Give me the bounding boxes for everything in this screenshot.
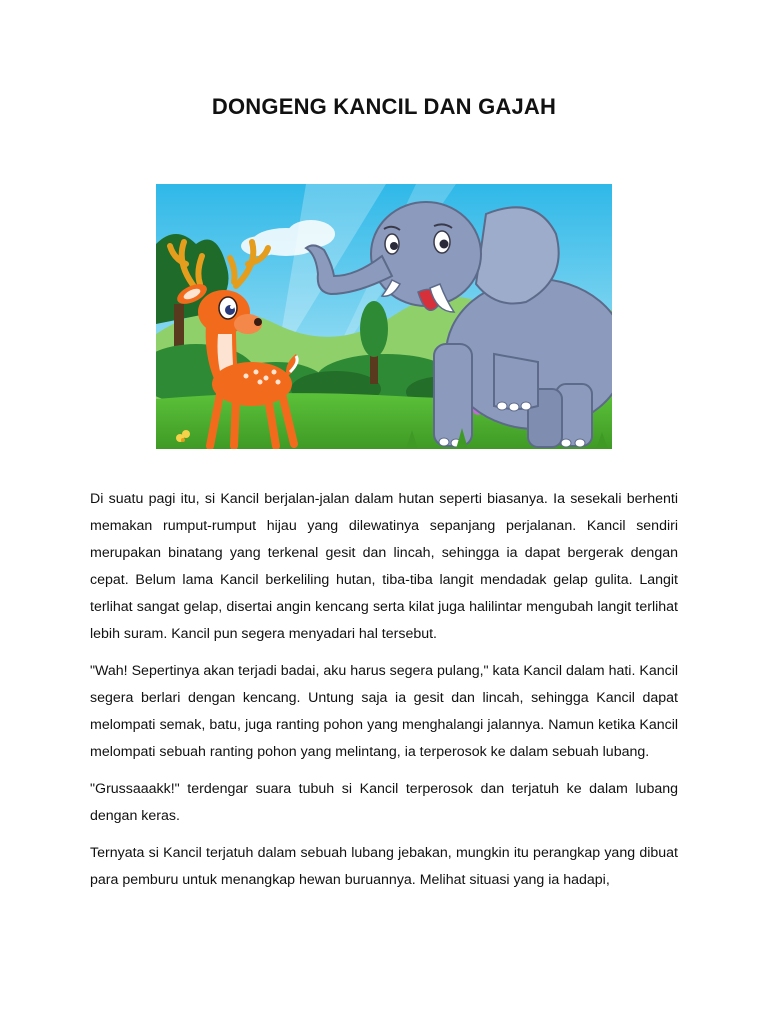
document-title: DONGENG KANCIL DAN GAJAH (211, 94, 557, 119)
paragraph: Di suatu pagi itu, si Kancil berjalan-jalan dalam hutan seperti biasanya. Ia sesekali berhenti memakan rumput-rumput hijau yang dilewatinya sepanjang perjalanan. Kancil sendiri merupakan binatang yang terkenal gesit dan lincah, sehingga ia dapat bergerak dengan cepat. Belum lama Kancil berkeliling hutan, tiba-tiba langit mendadak gelap gulita. Langit terlihat sangat gelap, disertai angin kencang serta kilat juga halilintar mengubah langit terlihat lebih suram. Kancil pun segera menyadari hal tersebut. (90, 491, 678, 642)
paragraph: "Wah! Sepertinya akan terjadi badai, aku harus segera pulang," kata Kancil dalam hati. Kancil segera berlari dengan kencang. Untung saja ia gesit dan lincah, sehingga Kancil dapat melompati semak, batu, juga ranting pohon yang menghalangi jalannya. Namun ketika Kancil melompati sebuah ranting pohon yang melintang, ia terperosok ke dalam sebuah lubang. (90, 663, 678, 760)
story-illustration (156, 184, 612, 449)
paragraph: Ternyata si Kancil terjatuh dalam sebuah lubang jebakan, mungkin itu perangkap yang dibuat para pemburu untuk menangkap hewan buruannya. Melihat situasi yang ia hadapi, (90, 845, 678, 888)
story-body (90, 486, 678, 904)
paragraph: "Grussaaakk!" terdengar suara tubuh si Kancil terperosok dan terjatuh ke dalam lubang dengan keras. (90, 781, 678, 824)
